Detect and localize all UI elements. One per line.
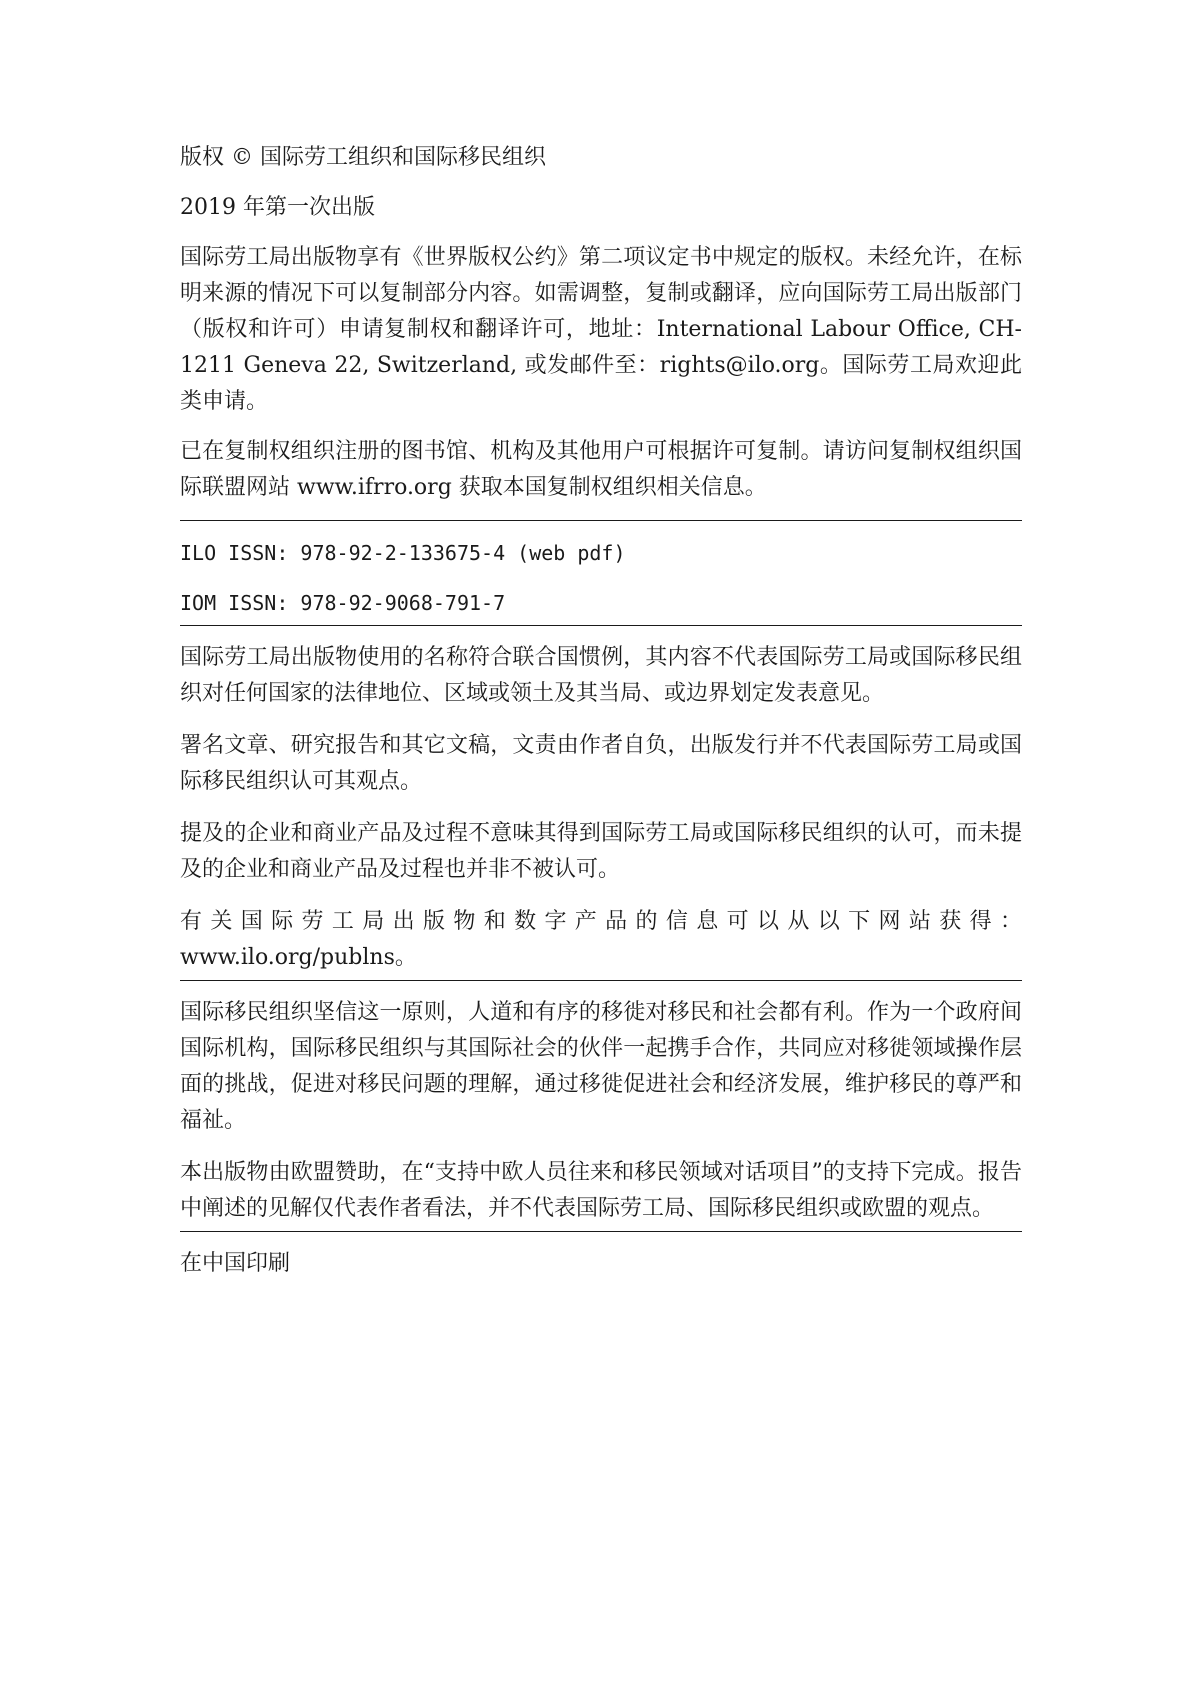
designations-disclaimer: 国际劳工局出版物使用的名称符合联合国惯例，其内容不代表国际劳工局或国际移民组织对任何国家的法律地位、区域或领土及其当局、或边界划定发表意见。 [180, 645, 1022, 706]
ilo-isbn: ILO ISSN: 978-92-2-133675-4 (web pdf) [180, 541, 626, 565]
rights-paragraph: 国际劳工局出版物享有《世界版权公约》第二项议定书中规定的版权。未经允许，在标明来源的情况下可以复制部分内容。如需调整，复制或翻译，应向国际劳工局出版部门（版权和许可）申请复制权和翻译许可，地址：International Labour Office, CH-1211 Geneva 22, Switzerland, 或发邮件至：rights@ilo.org。国际劳工局欢迎此类申请。 [180, 245, 1022, 414]
info-source: 有关国际劳工局出版物和数字产品的信息可以从以下网站获得：www.ilo.org/publns。 [180, 909, 1022, 970]
printed-in: 在中国印刷 [180, 1251, 291, 1276]
edition-line: 2019 年第一次出版 [180, 195, 375, 220]
divider-2 [180, 625, 1022, 626]
divider-3 [180, 980, 1022, 981]
reproduction-paragraph: 已在复制权组织注册的图书馆、机构及其他用户可根据许可复制。请访问复制权组织国际联盟网站 www.ifrro.org 获取本国复制权组织相关信息。 [180, 439, 1022, 500]
authorship-disclaimer: 署名文章、研究报告和其它文稿，文责由作者自负，出版发行并不代表国际劳工局或国际移民组织认可其观点。 [180, 733, 1022, 794]
products-disclaimer: 提及的企业和商业产品及过程不意味其得到国际劳工局或国际移民组织的认可，而未提及的企业和商业产品及过程也并非不被认可。 [180, 821, 1022, 882]
divider-4 [180, 1231, 1022, 1232]
eu-funding-note: 本出版物由欧盟赞助，在“支持中欧人员往来和移民领域对话项目”的支持下完成。报告中阐述的见解仅代表作者看法，并不代表国际劳工局、国际移民组织或欧盟的观点。 [180, 1160, 1022, 1221]
iom-statement: 国际移民组织坚信这一原则，人道和有序的移徙对移民和社会都有利。作为一个政府间国际机构，国际移民组织与其国际社会的伙伴一起携手合作，共同应对移徙领域操作层面的挑战，促进对移民问题的理解，通过移徙促进社会和经济发展，维护移民的尊严和福祉。 [180, 1000, 1022, 1133]
divider-1 [180, 520, 1022, 521]
copyright-notice: 版权 © 国际劳工组织和国际移民组织 [180, 145, 546, 170]
iom-isbn: IOM ISSN: 978-92-9068-791-7 [180, 591, 506, 615]
copyright-page [180, 140, 1022, 1282]
